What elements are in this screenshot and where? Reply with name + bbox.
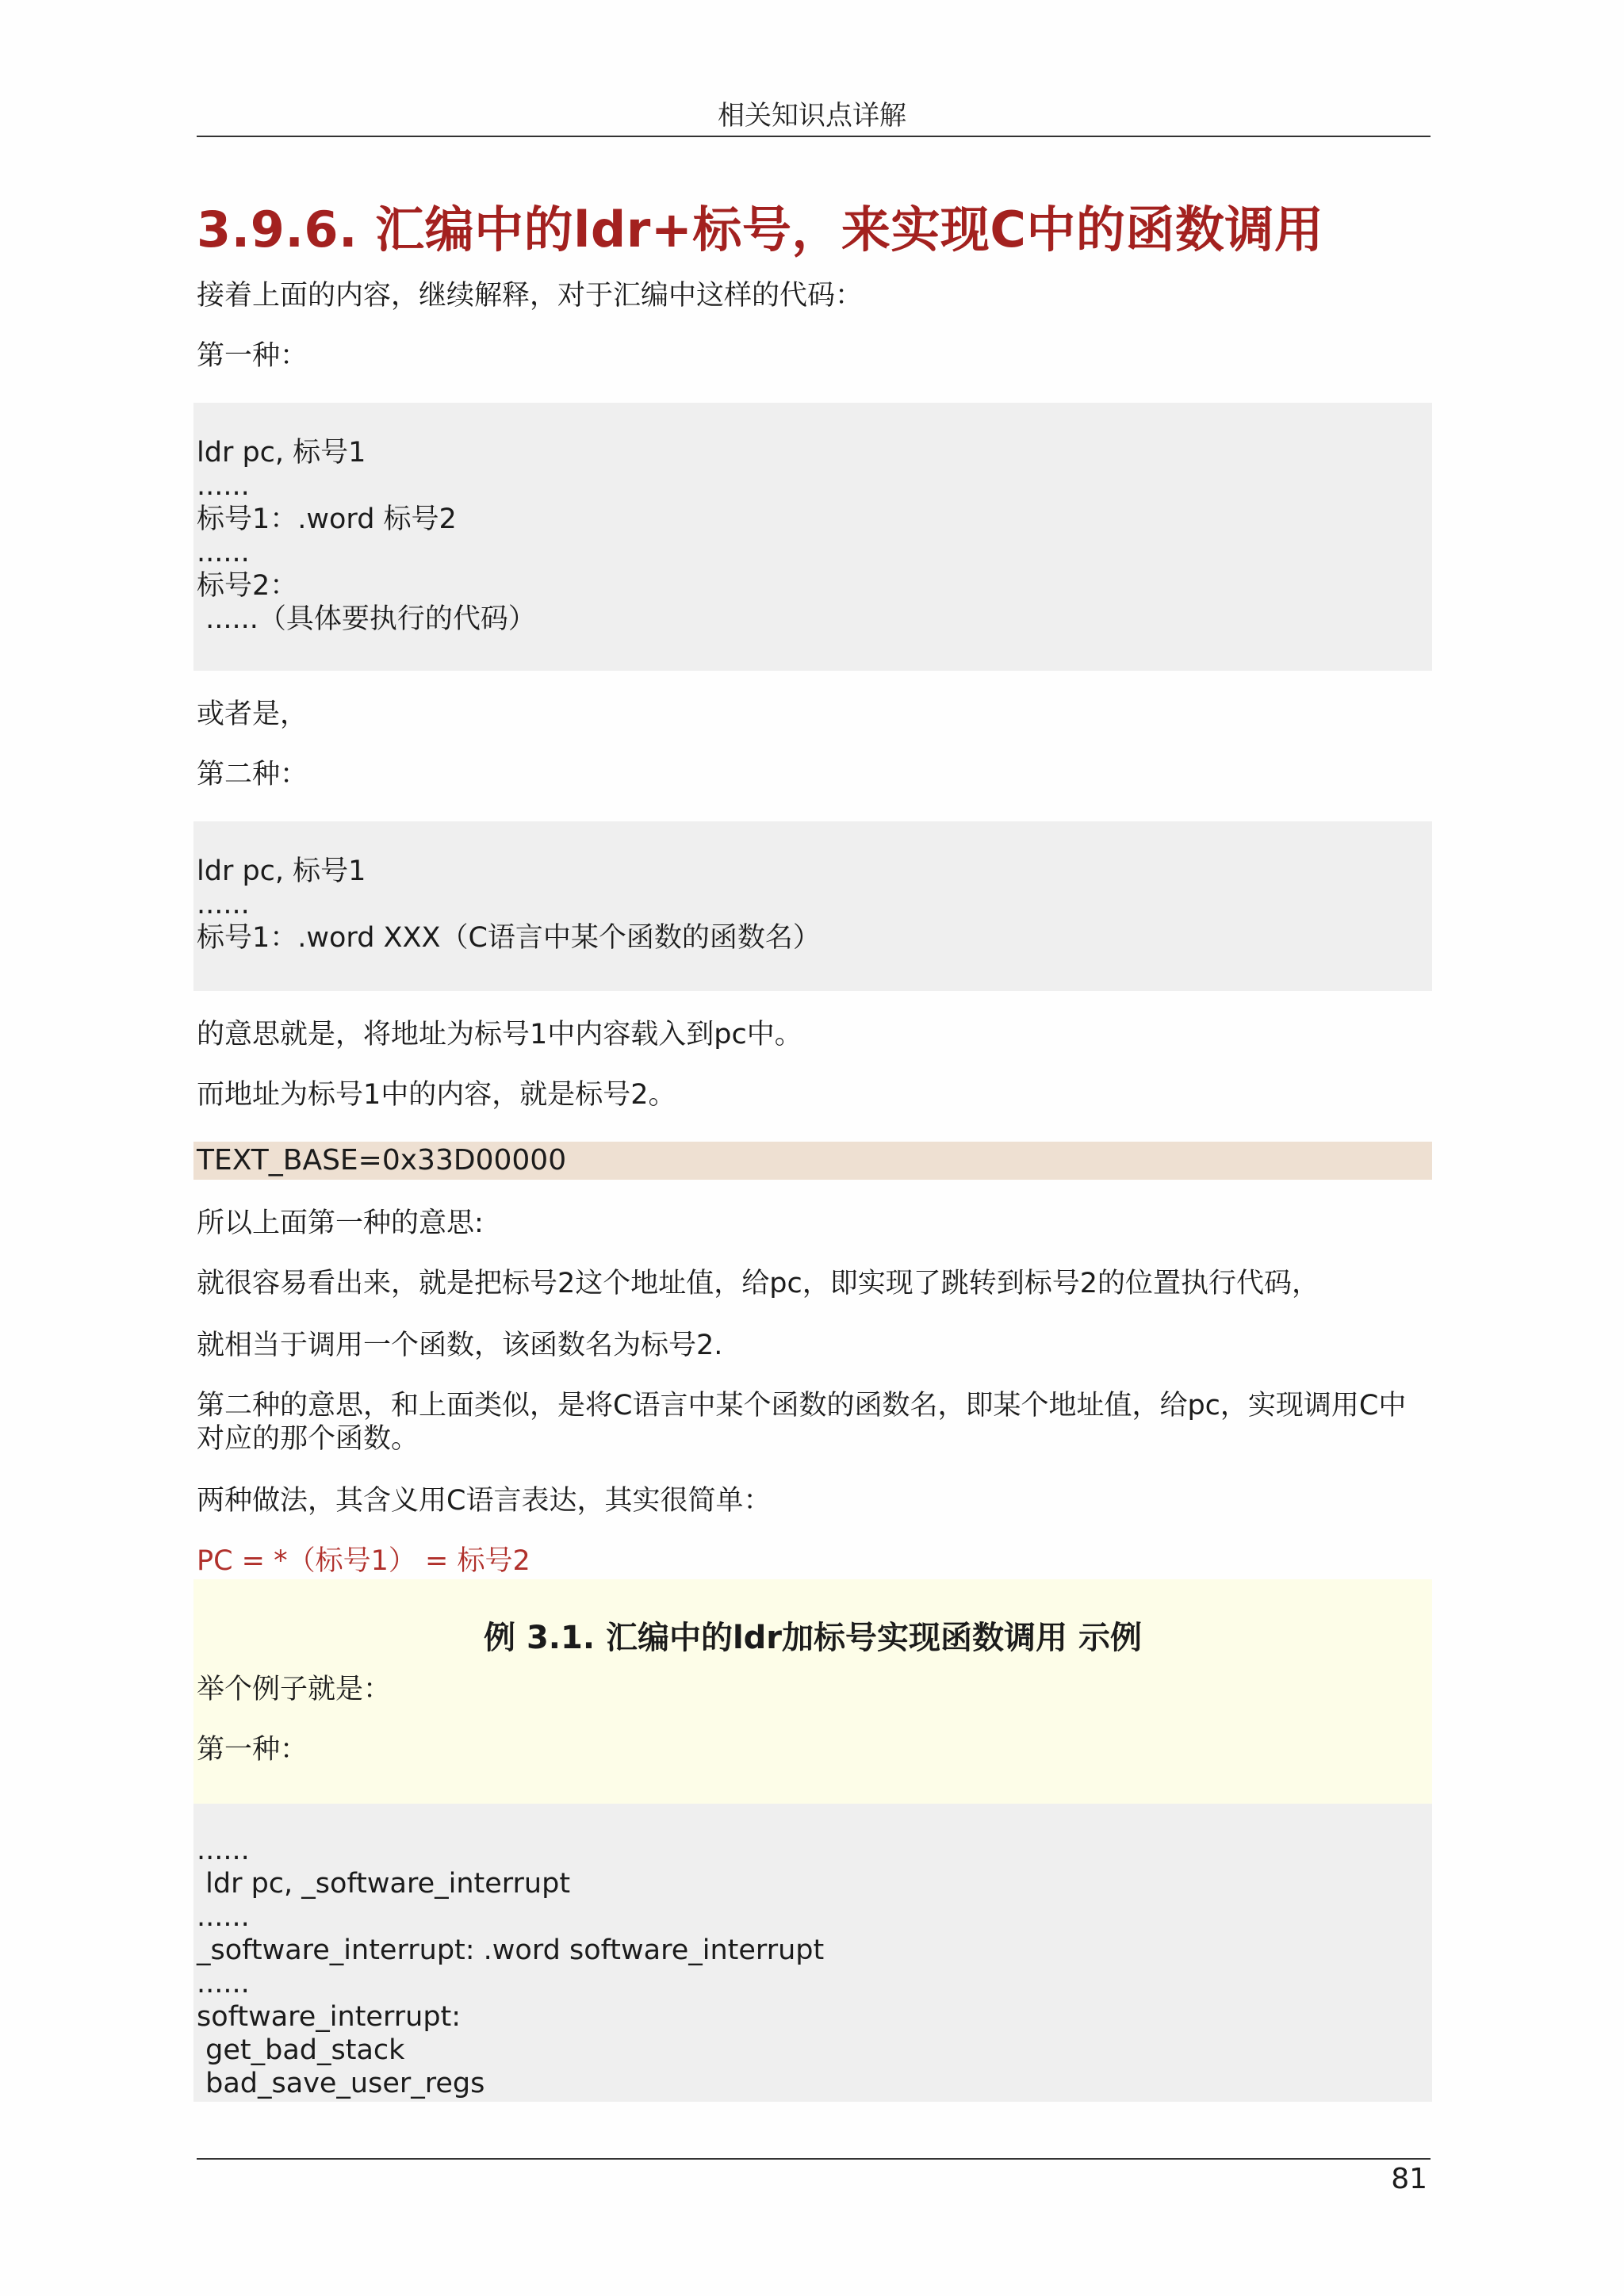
paragraph-first-meaning: 所以上面第一种的意思: xyxy=(197,1207,484,1239)
example-first-label: 第一种： xyxy=(197,1734,308,1766)
paragraph-second-meaning: 第二种的意思，和上面类似，是将C语言中某个函数的函数名，即某个地址值，给pc，实现调用C中对应的那个函数。 xyxy=(197,1390,1407,1455)
intro-paragraph: 接着上面的内容，继续解释，对于汇编中这样的代码： xyxy=(197,280,864,312)
code-line: software_interrupt: xyxy=(197,2001,462,2033)
first-label: 第一种： xyxy=(197,340,308,372)
code-line: ...... xyxy=(197,1968,250,1999)
header-rule xyxy=(197,136,1431,137)
meaning-paragraph-1: 的意思就是，将地址为标号1中内容载入到pc中。 xyxy=(197,1019,802,1050)
example-box xyxy=(193,1579,1432,1804)
code-line: ...... xyxy=(197,537,250,568)
code-line: bad_save_user_regs xyxy=(197,2068,485,2099)
code-block-2 xyxy=(193,821,1432,991)
paragraph-function-call: 就相当于调用一个函数，该函数名为标号2. xyxy=(197,1330,723,1361)
page-number: 81 xyxy=(1391,2163,1427,2195)
code-line: 标号2： xyxy=(197,570,298,602)
paragraph-jump-explanation: 就很容易看出来，就是把标号2这个地址值，给pc，即实现了跳转到标号2的位置执行代码， xyxy=(197,1268,1320,1299)
code-line: ...... xyxy=(197,1901,250,1933)
running-header: 相关知识点详解 xyxy=(718,100,906,132)
text-base-value: TEXT_BASE=0x33D00000 xyxy=(197,1144,567,1177)
code-line: ......（具体要执行的代码） xyxy=(197,603,536,635)
code-line: ldr pc, 标号1 xyxy=(197,855,366,887)
code-line: ldr pc, 标号1 xyxy=(197,437,366,469)
code-block-1 xyxy=(193,403,1432,671)
meaning-paragraph-2: 而地址为标号1中的内容，就是标号2。 xyxy=(197,1079,676,1111)
text-base-highlight xyxy=(193,1142,1432,1180)
or-text: 或者是， xyxy=(197,698,308,730)
code-line: 标号1：.word XXX（C语言中某个函数的函数名） xyxy=(197,922,821,954)
code-line: ldr pc, _software_interrupt xyxy=(197,1868,571,1900)
code-line: 标号1：.word 标号2 xyxy=(197,503,457,535)
example-title: 例 3.1. 汇编中的ldr加标号实现函数调用 示例 xyxy=(484,1620,1142,1656)
code-line: get_bad_stack xyxy=(197,2034,405,2066)
code-line: _software_interrupt: .word software_interrupt xyxy=(197,1934,825,1966)
second-label: 第二种： xyxy=(197,759,308,790)
example-intro: 举个例子就是： xyxy=(197,1674,392,1705)
footer-rule xyxy=(197,2158,1431,2160)
code-line: ...... xyxy=(197,470,250,502)
section-title: 3.9.6. 汇编中的ldr+标号，来实现C中的函数调用 xyxy=(197,201,1324,258)
formula: PC = *（标号1） = 标号2 xyxy=(197,1545,530,1577)
code-block-3 xyxy=(193,1804,1432,2102)
paragraph-c-expression: 两种做法，其含义用C语言表达，其实很简单： xyxy=(197,1485,772,1517)
code-line: ...... xyxy=(197,889,250,920)
code-line: ...... xyxy=(197,1835,250,1866)
